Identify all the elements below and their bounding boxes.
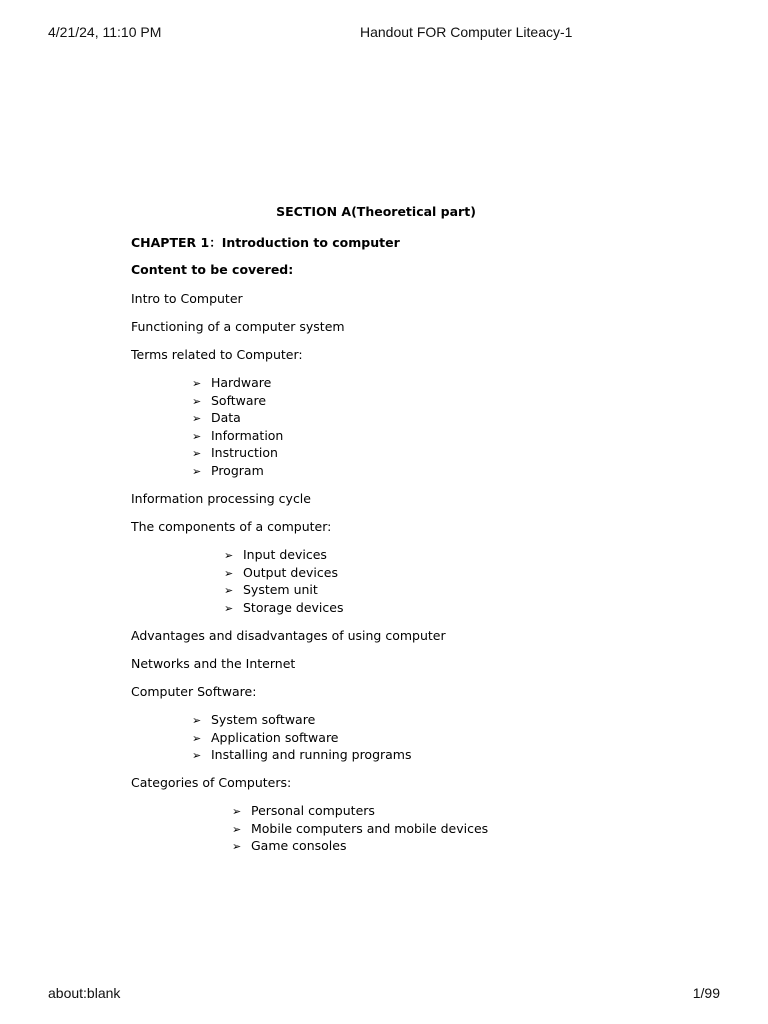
list-item: ➢ Game consoles <box>232 837 488 855</box>
list-item: ➢ Storage devices <box>224 599 343 617</box>
list-item: ➢ Program <box>192 462 283 480</box>
section-heading: SECTION A(Theoretical part) <box>276 204 476 219</box>
arrow-bullet-icon: ➢ <box>224 566 234 580</box>
chapter-heading: CHAPTER 1：Introduction to computer <box>131 235 400 250</box>
categories-heading: Categories of Computers: <box>131 775 292 790</box>
list-item: ➢ Information <box>192 427 283 445</box>
components-heading: The components of a computer: <box>131 519 332 534</box>
list-item: ➢ Output devices <box>224 564 343 582</box>
arrow-bullet-icon: ➢ <box>192 714 202 727</box>
content-label: Content to be covered: <box>131 262 294 277</box>
arrow-bullet-icon: ➢ <box>192 464 202 478</box>
list-item: ➢ Hardware <box>192 374 283 392</box>
list-item: ➢ System unit <box>224 581 343 599</box>
print-datetime: 4/21/24, 11:10 PM <box>48 24 162 40</box>
list-item: ➢ Instruction <box>192 444 283 462</box>
categories-list <box>232 802 488 855</box>
arrow-bullet-icon: ➢ <box>192 447 202 460</box>
topic-networks: Networks and the Internet <box>131 656 296 671</box>
arrow-bullet-icon: ➢ <box>232 840 242 853</box>
topic-functioning: Functioning of a computer system <box>131 319 345 334</box>
page-url: about:blank <box>48 985 121 1001</box>
page-number: 1/99 <box>692 985 720 1001</box>
arrow-bullet-icon: ➢ <box>232 822 242 836</box>
software-list <box>192 711 412 764</box>
arrow-bullet-icon: ➢ <box>192 749 202 762</box>
arrow-bullet-icon: ➢ <box>224 601 234 615</box>
arrow-bullet-icon: ➢ <box>224 584 234 597</box>
list-item: ➢ Data <box>192 409 283 427</box>
list-item: ➢ Mobile computers and mobile devices <box>232 820 488 838</box>
terms-list <box>192 374 283 479</box>
arrow-bullet-icon: ➢ <box>192 429 202 443</box>
list-item: ➢ Input devices <box>224 546 343 564</box>
topic-info-cycle: Information processing cycle <box>131 491 311 506</box>
terms-heading: Terms related to Computer: <box>131 347 303 362</box>
arrow-bullet-icon: ➢ <box>232 805 242 818</box>
arrow-bullet-icon: ➢ <box>224 549 234 562</box>
topic-advantages: Advantages and disadvantages of using computer <box>131 628 446 643</box>
software-heading: Computer Software: <box>131 684 257 699</box>
list-item: ➢ Personal computers <box>232 802 488 820</box>
arrow-bullet-icon: ➢ <box>192 394 202 408</box>
arrow-bullet-icon: ➢ <box>192 412 202 425</box>
arrow-bullet-icon: ➢ <box>192 731 202 745</box>
list-item: ➢ Application software <box>192 729 412 747</box>
components-list <box>224 546 343 616</box>
arrow-bullet-icon: ➢ <box>192 377 202 390</box>
list-item: ➢ System software <box>192 711 412 729</box>
list-item: ➢ Software <box>192 392 283 410</box>
document-title: Handout FOR Computer Liteacy-1 <box>360 24 573 40</box>
list-item: ➢ Installing and running programs <box>192 746 412 764</box>
topic-intro: Intro to Computer <box>131 291 243 306</box>
